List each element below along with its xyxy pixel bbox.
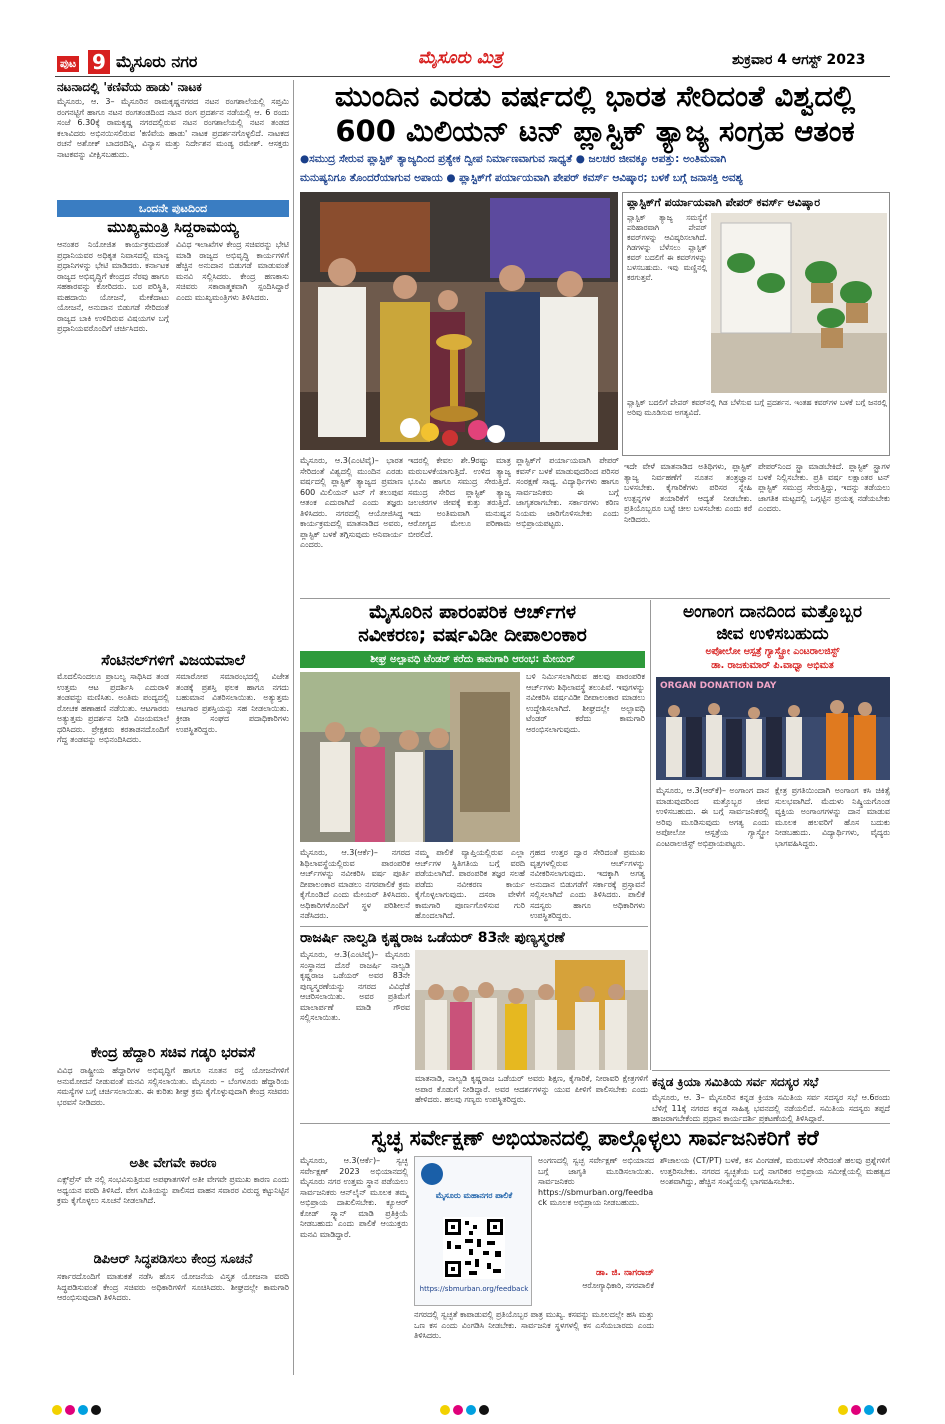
arch-right-col: ಬಳಿ ನಿರ್ಮಿಸಲಾಗಿರುವ ಹಲವು ಪಾರಂಪರಿಕ ಆರ್ಚ್‌ಗಳು ಶಿಥಿಲಾವಸ್ಥೆ ತಲುಪಿವೆ. ಇವುಗಳನ್ನು ನವೀಕರಿಸಿ ವರ್ಷವಿಡೀ ದೀಪಾಲಂಕಾರ ಮಾಡಲು ಉದ್ದೇಶಿಸಲಾಗಿದೆ. ಶೀಘ್ರದಲ್ಲೇ ಅಲ್ಪಾವಧಿ ಟೆಂಡರ್ ಕರೆದು ಕಾಮಗಾರಿ ಆರಂಭಿಸಲಾಗುವುದು. — [526, 672, 648, 734]
registration-marks-left — [52, 1400, 104, 1419]
paper-cover-box — [622, 192, 890, 456]
dpr-headline: ಡಿಪಿಆರ್ ಸಿದ್ಧಪಡಿಸಲು ಕೇಂದ್ರ ಸೂಚನೆ — [93, 1252, 253, 1267]
arch-headline-line2: ನವೀಕರಣ; ವರ್ಷವಿಡೀ ದೀಪಾಲಂಕಾರ — [358, 624, 587, 646]
registration-marks-right — [838, 1400, 890, 1419]
arch-photo-inspection — [300, 672, 520, 842]
sentinel-body-col1: ಮೊದಲಿನಿಂದಲೂ ಪ್ರಾಬಲ್ಯ ಸಾಧಿಸಿದ ತಂಡ ಉತ್ತಮ ಆಟ ಪ್ರದರ್ಶಿಸಿ ಎದುರಾಳಿ ತಂಡವನ್ನು ಮಣಿಸಿತು. ಅಂತಿಮ ಪಂದ್ಯದಲ್ಲಿ ರೋಚಕ ಹಣಾಹಣಿ ನಡೆಯಿತು. ಆಟಗಾರರು ಅತ್ಯುತ್ತಮ ಪ್ರದರ್ಶನ ನೀಡಿ ವಿಜಯಮಾಲೆ ಧರಿಸಿದರು. ಪ್ರೇಕ್ಷಕರು ಕರತಾಡನದೊಂದಿಗೆ ಗೆದ್ದ ತಂಡವನ್ನು ಅಭಿನಂದಿಸಿದರು. — [57, 672, 172, 744]
arch-subhead: ಶೀಘ್ರ ಅಲ್ಪಾವಧಿ ಟೆಂಡರ್ ಕರೆದು ಕಾಮಗಾರಿ ಆರಂಭ: ಮೇಯರ್ — [300, 651, 645, 668]
masthead-logo: ಮೈಸೂರು ಮಿತ್ರ — [418, 48, 503, 68]
sentinel-body-col2: ಸಮಾರೋಪ ಸಮಾರಂಭದಲ್ಲಿ ವಿಜೇತ ತಂಡಕ್ಕೆ ಪ್ರಶಸ್ತಿ ಫಲಕ ಹಾಗೂ ನಗದು ಬಹುಮಾನ ವಿತರಿಸಲಾಯಿತು. ಅತ್ಯುತ್ತಮ ಆಟಗಾರ ಪ್ರಶಸ್ತಿಯನ್ನು ಸಹ ನೀಡಲಾಯಿತು. ಕ್ರೀಡಾ ಸಂಘದ ಪದಾಧಿಕಾರಿಗಳು ಉಪಸ್ಥಿತರಿದ್ದರು. — [176, 672, 292, 734]
kannada-headline: ಕನ್ನಡ ಕ್ರಿಯಾ ಸಮಿತಿಯ ಸರ್ವ ಸದಸ್ಯರ ಸಭೆ — [652, 1075, 819, 1089]
swachh-signature-role: ಆರೋಗ್ಯಾಧಿಕಾರಿ, ನಗರಪಾಲಿಕೆ — [582, 1281, 654, 1290]
arch-headline-line1: ಮೈಸೂರಿನ ಪಾರಂಪರಿಕ ಆರ್ಚ್‌ಗಳ — [368, 601, 577, 623]
lead-bottom-rule — [300, 598, 890, 599]
lead-body-col5: ಪೇಪರ್‌ನಿಂದ ಸ್ಟ್ರಾ ಮಾಡಬೇಕಿದೆ. ಪ್ಲಾಸ್ಟಿಕ್ ಸ್ಟ್ರಾಗಳ ಬಳಕೆ ನಿಲ್ಲಿಸಬೇಕು. ಪ್ರತಿ ವರ್ಷ ಲಕ್ಷಾಂತರ ಟನ್ ಪ್ಲಾಸ್ಟಿಕ್ ಸಮುದ್ರ ಸೇರುತ್ತಿದ್ದು, ಇದನ್ನು ತಡೆಯಲು ಜಾಗತಿಕ ಮಟ್ಟದಲ್ಲಿ ಒಗ್ಗಟ್ಟಿನ ಪ್ರಯತ್ನ ನಡೆಯಬೇಕು ಎಂದರು. — [758, 462, 893, 513]
cm-headline: ಮುಖ್ಯಮಂತ್ರಿ ಸಿದ್ದರಾಮಯ್ಯ — [107, 218, 239, 236]
organ-headline-line2: ಜೀವ ಉಳಿಸಬಹುದು — [716, 624, 829, 644]
lead-subhead-line2: ಮನುಷ್ಯನಿಗೂ ತೊಂದರೆಯಾಗುವ ಅಪಾಯ ● ಪ್ಲಾಸ್ಟಿಕ್‌ಗೆ ಪರ್ಯಾಯವಾಗಿ ಪೇಪರ್ ಕವರ್ಸ್ ಆವಿಷ್ಕಾರ; ಬಳಕೆ ಬಗ್ಗೆ ಜನಾಸಕ್ತಿ ಅವಶ್ಯ — [300, 172, 743, 184]
rajarshi-body-col2: ಮಾತನಾಡಿ, ನಾಲ್ವಡಿ ಕೃಷ್ಣರಾಜ ಒಡೆಯರ್ ಅವರು ಶಿಕ್ಷಣ, ಕೈಗಾರಿಕೆ, ನೀರಾವರಿ ಕ್ಷೇತ್ರಗಳಿಗೆ ಅಪಾರ ಕೊಡುಗೆ ನೀಡಿದ್ದಾರೆ. ಅವರ ಆದರ್ಶಗಳನ್ನು ಯುವ ಪೀಳಿಗೆ ಪಾಲಿಸಬೇಕು ಎಂದು ಹೇಳಿದರು. ಹಲವು ಗಣ್ಯರು ಉಪಸ್ಥಿತರಿದ್ದರು. — [415, 1074, 651, 1104]
rajarshi-body-col1: ಮೈಸೂರು, ಆ.3(ಎಂಟಿವೈ)– ಮೈಸೂರು ಸಂಸ್ಥಾನದ ದೊರೆ ರಾಜರ್ಷಿ ನಾಲ್ವಡಿ ಕೃಷ್ಣರಾಜ ಒಡೆಯರ್ ಅವರ 83ನೇ ಪುಣ್ಯಸ್ಮರಣೆಯನ್ನು ನಗರದ ವಿವಿಧೆಡೆ ಆಚರಿಸಲಾಯಿತು. ಅವರ ಪ್ರತಿಮೆಗೆ ಮಾಲಾರ್ಪಣೆ ಮಾಡಿ ಗೌರವ ಸಲ್ಲಿಸಲಾಯಿತು. — [300, 950, 413, 1022]
page-label: ಪುಟ — [57, 56, 79, 72]
arch-body-col3: ಗ್ರಹದ ಉತ್ತರ ದ್ವಾರ ಸೇರಿದಂತೆ ಪ್ರಮುಖ ವೃತ್ತಗಳಲ್ಲಿರುವ ಆರ್ಚ್‌ಗಳನ್ನು ನವೀಕರಿಸಲಾಗುವುದು. ಇದಕ್ಕಾಗಿ ಅಗತ್ಯ ಅನುದಾನ ಬಿಡುಗಡೆಗೆ ಸರ್ಕಾರಕ್ಕೆ ಪ್ರಸ್ತಾವನೆ ಸಲ್ಲಿಸಲಾಗಿದೆ ಎಂದು ತಿಳಿಸಿದರು. ಪಾಲಿಕೆ ಸದಸ್ಯರು ಹಾಗೂ ಅಧಿಕಾರಿಗಳು ಉಪಸ್ಥಿತರಿದ್ದರು. — [530, 848, 648, 920]
cm-body-col1: ಆನಂತರ ನಿಯೋಜಿತ ಕಾರ್ಯಕ್ರಮದಂತೆ ಪ್ರಧಾನಿಯವರ ಅಧಿಕೃತ ನಿವಾಸದಲ್ಲಿ ಮಾನ್ಯ ಪ್ರಧಾನಿಗಳನ್ನು ಭೇಟಿ ಮಾಡಿದರು. ಕರ್ನಾಟಕ ರಾಜ್ಯದ ಅಭಿವೃದ್ಧಿಗೆ ಕೇಂದ್ರದ ನೆರವು ಹಾಗೂ ಸಹಕಾರವನ್ನು ಕೋರಿದರು. ಬರ ಪರಿಸ್ಥಿತಿ, ಮಹದಾಯಿ ಯೋಜನೆ, ಮೇಕೆದಾಟು ಯೋಜನೆ, ಅನುದಾನ ಬಿಡುಗಡೆ ಸೇರಿದಂತೆ ರಾಜ್ಯದ ಬಾಕಿ ಉಳಿದಿರುವ ವಿಷಯಗಳ ಬಗ್ಗೆ ಪ್ರಧಾನಿಯವರೊಂದಿಗೆ ಚರ್ಚಿಸಿದರು. — [57, 240, 172, 333]
page-number: 9 — [88, 50, 110, 74]
speed-body: ಎಕ್ಸ್‌ಪ್ರೆಸ್ ವೇ ನಲ್ಲಿ ಸಂಭವಿಸುತ್ತಿರುವ ಅಪಘಾತಗಳಿಗೆ ಅತೀ ವೇಗವೇ ಪ್ರಮುಖ ಕಾರಣ ಎಂದು ಅಧ್ಯಯನ ವರದಿ ತಿಳಿಸಿದೆ. ವೇಗ ಮಿತಿಯನ್ನು ಪಾಲಿಸದ ವಾಹನ ಸವಾರರ ವಿರುದ್ಧ ಕಟ್ಟುನಿಟ್ಟಿನ ಕ್ರಮ ಕೈಗೊಳ್ಳಲು ಸೂಚನೆ ನೀಡಲಾಗಿದೆ. — [57, 1175, 292, 1205]
rajarshi-photo-tribute — [415, 950, 648, 1070]
lead-body-col1: ಮೈಸೂರು, ಆ.3(ಎಂಟಿವೈ)– ಭಾರತ ಸೇರಿದಂತೆ ವಿಶ್ವದಲ್ಲಿ ಮುಂದಿನ ಎರಡು ವರ್ಷದಲ್ಲಿ ಪ್ಲಾಸ್ಟಿಕ್ ತ್ಯಾಜ್ಯದ ಪ್ರಮಾಣ 600 ಮಿಲಿಯನ್ ಟನ್ ಗೆ ತಲುಪುವ ಆತಂಕ ಎದುರಾಗಿದೆ ಎಂದು ತಜ್ಞರು ತಿಳಿಸಿದರು. ನಗರದಲ್ಲಿ ಆಯೋಜಿಸಿದ್ದ ಕಾರ್ಯಕ್ರಮದಲ್ಲಿ ಮಾತನಾಡಿದ ಅವರು, ಪ್ಲಾಸ್ಟಿಕ್ ಬಳಕೆ ತಗ್ಗಿಸುವುದು ಅನಿವಾರ್ಯ ಎಂದರು. — [300, 456, 406, 549]
sentinel-headline: ಸೆಂಟಿನಲ್‌ಗಳಿಗೆ ವಿಜಯಮಾಲೆ — [101, 651, 245, 669]
organ-bottom-rule — [652, 1070, 890, 1071]
speed-headline: ಅತೀ ವೇಗವೇ ಕಾರಣ — [129, 1156, 217, 1171]
swachh-poster — [414, 1156, 532, 1306]
poster-title: ಮೈಸೂರು ಮಹಾನಗರ ಪಾಲಿಕೆ — [435, 1191, 513, 1200]
tribute-illustration — [415, 950, 648, 1070]
paper-cover-caption: ಪ್ಲಾಸ್ಟಿಕ್ ಬದಲಿಗೆ ಪೇಪರ್ ಕವರ್‌ನಲ್ಲಿ ಗಿಡ ಬೆಳೆಸುವ ಬಗ್ಗೆ ಪ್ರದರ್ಶನ. ಇಂತಹ ಕವರ್‌ಗಳ ಬಳಕೆ ಬಗ್ಗೆ ಜನರಲ್ಲಿ ಅರಿವು ಮೂಡಿಸುವ ಅಗತ್ಯವಿದೆ. — [627, 398, 890, 417]
lead-body-col4: ಇದೇ ವೇಳೆ ಮಾತನಾಡಿದ ಅತಿಥಿಗಳು, ಪ್ಲಾಸ್ಟಿಕ್ ತ್ಯಾಜ್ಯ ನಿರ್ವಹಣೆಗೆ ನೂತನ ತಂತ್ರಜ್ಞಾನ ಬಳಸಬೇಕು. ಕೈಗಾರಿಕೆಗಳು ಪರಿಸರ ಸ್ನೇಹಿ ಉತ್ಪನ್ನಗಳ ತಯಾರಿಕೆಗೆ ಆದ್ಯತೆ ನೀಡಬೇಕು. ಪ್ರತಿಯೊಬ್ಬರೂ ಬಟ್ಟೆ ಚೀಲ ಬಳಸಬೇಕು ಎಂದು ಕರೆ ನೀಡಿದರು. — [624, 462, 755, 524]
left-column-divider — [293, 80, 294, 1375]
inspection-illustration — [300, 672, 520, 842]
page-header — [0, 48, 945, 78]
swachh-body-col2: ನಗರದಲ್ಲಿ ಸ್ವಚ್ಛತೆ ಕಾಪಾಡುವಲ್ಲಿ ಪ್ರತಿಯೊಬ್ಬರ ಪಾತ್ರ ಮುಖ್ಯ. ಕಸವನ್ನು ಮೂಲದಲ್ಲೇ ಹಸಿ ಮತ್ತು ಒಣ ಕಸ ಎಂದು ವಿಂಗಡಿಸಿ ನೀಡಬೇಕು. ಸಾರ್ವಜನಿಕ ಸ್ಥಳಗಳಲ್ಲಿ ಕಸ ಎಸೆಯಬಾರದು ಎಂದು ತಿಳಿಸಿದರು. — [414, 1310, 657, 1340]
section-title: ಮೈಸೂರು ನಗರ — [116, 52, 198, 71]
organ-banner-text: ORGAN DONATION DAY — [660, 681, 777, 691]
swachh-headline: ಸ್ವಚ್ಛ ಸರ್ವೇಕ್ಷಣ್ ಅಭಿಯಾನದಲ್ಲಿ ಪಾಲ್ಗೊಳ್ಳಲು ಸಾರ್ವಜನಿಕರಿಗೆ ಕರೆ — [371, 1126, 819, 1150]
lead-headline-line2: 600 ಮಿಲಿಯನ್ ಟನ್ ಪ್ಲಾಸ್ಟಿಕ್ ತ್ಯಾಜ್ಯ ಸಂಗ್ರಹ ಆತಂಕ — [335, 114, 855, 148]
swachh-top-rule — [300, 1123, 890, 1124]
poster-url[interactable]: https://sbmurban.org/feedback — [419, 1285, 529, 1293]
organ-headline-line1: ಅಂಗಾಂಗ ದಾನದಿಂದ ಮತ್ತೊಬ್ಬರ — [682, 602, 862, 622]
swachh-mid-text: ಅಂಗಣದಲ್ಲಿ ಸ್ವಚ್ಛ ಸರ್ವೇಕ್ಷಣ್ ಅಭಿಯಾನದ ಬಗ್ಗೆ ಜಾಗೃತಿ ಮೂಡಿಸಲಾಯಿತು. ಸಾರ್ವಜನಿಕರು https://sbmurban.org/feedback ಮೂಲಕ ಅಭಿಪ್ರಾಯ ನೀಡಬಹುದು. — [538, 1156, 657, 1207]
drama-headline: ನಟನಾದಲ್ಲಿ 'ಕಣಿವೆಯ ಹಾಡು' ನಾಟಕ — [57, 80, 202, 94]
gadkari-headline: ಕೇಂದ್ರ ಹೆದ್ದಾರಿ ಸಚಿವ ಗಡ್ಕರಿ ಭರವಸೆ — [90, 1045, 256, 1061]
arch-body-col1: ಮೈಸೂರು, ಆ.3(ಆರ್ಕೆ)– ನಗರದ ಶಿಥಿಲಾವಸ್ಥೆಯಲ್ಲಿರುವ ಪಾರಂಪರಿಕ ಆರ್ಚ್‌ಗಳನ್ನು ನವೀಕರಿಸಿ ವರ್ಷ ಪೂರ್ತಿ ದೀಪಾಲಂಕಾರ ಮಾಡಲು ನಗರಪಾಲಿಕೆ ಕ್ರಮ ಕೈಗೊಂಡಿದೆ ಎಂದು ಮೇಯರ್ ತಿಳಿಸಿದರು. ಅಧಿಕಾರಿಗಳೊಂದಿಗೆ ಸ್ಥಳ ಪರಿಶೀಲನೆ ನಡೆಸಿದರು. — [300, 848, 413, 920]
organ-subhead-line1: ಅಪೋಲೋ ಆಸ್ಪತ್ರೆ ಗ್ಯಾಸ್ಟ್ರೋ ಎಂಟರಾಲಜಿಸ್ಟ್ — [705, 646, 840, 657]
dpr-body: ಸರ್ಕಾರದೊಂದಿಗೆ ಮಾತುಕತೆ ನಡೆಸಿ ಹೊಸ ಯೋಜನೆಯ ವಿಸ್ತೃತ ಯೋಜನಾ ವರದಿ ಸಿದ್ಧಪಡಿಸುವಂತೆ ಕೇಂದ್ರ ಸಚಿವರು ಅಧಿಕಾರಿಗಳಿಗೆ ಸೂಚಿಸಿದರು. ಶೀಘ್ರದಲ್ಲೇ ಕಾಮಗಾರಿ ಆರಂಭಿಸುವುದಾಗಿ ತಿಳಿಸಿದರು. — [57, 1272, 292, 1302]
lead-headline-line1: ಮುಂದಿನ ಎರಡು ವರ್ಷದಲ್ಲಿ ಭಾರತ ಸೇರಿದಂತೆ ವಿಶ್ವದಲ್ಲಿ — [334, 79, 856, 113]
plant-pots-illustration — [711, 213, 887, 393]
paper-cover-photo — [711, 213, 887, 393]
lead-body-col2: ಇದರಲ್ಲಿ ಕೇವಲ ಶೇ.9ರಷ್ಟು ಮಾತ್ರ ಮರುಬಳಕೆಯಾಗುತ್ತಿದೆ. ಉಳಿದ ತ್ಯಾಜ್ಯ ಭೂಮಿ ಹಾಗೂ ಸಮುದ್ರ ಸೇರುತ್ತಿದೆ. ಸಮುದ್ರ ಸೇರಿದ ಪ್ಲಾಸ್ಟಿಕ್ ತ್ಯಾಜ್ಯ ಜಲಚರಗಳ ಜೀವಕ್ಕೆ ಕುತ್ತು ತರುತ್ತಿದೆ. ಇದು ಅಂತಿಮವಾಗಿ ಮನುಷ್ಯನ ಆರೋಗ್ಯದ ಮೇಲೂ ಪರಿಣಾಮ ಬೀರಲಿದೆ. — [408, 456, 514, 539]
swachh-right-text: ಶೌಚಾಲಯ (CT/PT) ಬಳಕೆ, ಕಸ ವಿಂಗಡಣೆ, ಮರುಬಳಕೆ ಸೇರಿದಂತೆ ಹಲವು ಪ್ರಶ್ನೆಗಳಿಗೆ ಉತ್ತರಿಸಬೇಕು. ನಗರದ ಸ್ವಚ್ಛತೆಯ ಬಗ್ಗೆ ನಾಗರಿಕರ ಅಭಿಪ್ರಾಯ ಸಮೀಕ್ಷೆಯಲ್ಲಿ ಮಹತ್ವದ ಅಂಶವಾಗಿದ್ದು, ಹೆಚ್ಚಿನ ಸಂಖ್ಯೆಯಲ್ಲಿ ಭಾಗವಹಿಸಬೇಕು. — [660, 1156, 893, 1186]
registration-marks-center — [440, 1400, 492, 1419]
rajarshi-headline: ರಾಜರ್ಷಿ ನಾಲ್ವಡಿ ಕೃಷ್ಣರಾಜ ಒಡೆಯರ್ 83ನೇ ಪುಣ್ಯಸ್ಮರಣೆ — [300, 930, 565, 946]
paper-cover-box-text: ಪ್ಲಾಸ್ಟಿಕ್ ತ್ಯಾಜ್ಯ ಸಮಸ್ಯೆಗೆ ಪರಿಹಾರವಾಗಿ ಪೇಪರ್ ಕವರ್‌ಗಳನ್ನು ಆವಿಷ್ಕರಿಸಲಾಗಿದೆ. ಗಿಡಗಳನ್ನು ಬೆಳೆಸಲು ಪ್ಲಾಸ್ಟಿಕ್ ಕವರ್ ಬದಲಿಗೆ ಈ ಕವರ್‌ಗಳನ್ನು ಬಳಸಬಹುದು. ಇವು ಮಣ್ಣಿನಲ್ಲಿ ಕರಗುತ್ತವೆ. — [627, 213, 710, 282]
lead-photo-lamp-lighting — [300, 192, 618, 450]
organ-body-col1: ಮೈಸೂರು, ಆ.3(ಆರ್‌ಕೆ)– ಅಂಗಾಂಗ ದಾನ ಮಾಡುವುದರಿಂದ ಮತ್ತೊಬ್ಬರ ಜೀವ ಉಳಿಸಬಹುದು. ಈ ಬಗ್ಗೆ ಸಾರ್ವಜನಿಕರಲ್ಲಿ ಅರಿವು ಮೂಡಿಸುವುದು ಅಗತ್ಯ ಎಂದು ಅಪೋಲೋ ಆಸ್ಪತ್ರೆಯ ಗ್ಯಾಸ್ಟ್ರೋ ಎಂಟರಾಲಜಿಸ್ಟ್ ಅಭಿಪ್ರಾಯಪಟ್ಟರು. — [656, 786, 772, 848]
qr-code-icon[interactable] — [443, 1217, 505, 1279]
kannada-body: ಮೈಸೂರು, ಆ. 3– ಮೈಸೂರಿನ ಕನ್ನಡ ಕ್ರಿಯಾ ಸಮಿತಿಯ ಸರ್ವ ಸದಸ್ಯರ ಸಭೆ ಆ.6ರಂದು ಬೆಳಿಗ್ಗೆ 11ಕ್ಕೆ ನಗರದ ಕನ್ನಡ ಸಾಹಿತ್ಯ ಭವನದಲ್ಲಿ ನಡೆಯಲಿದೆ. ಸಮಿತಿಯ ಸದಸ್ಯರು ತಪ್ಪದೆ ಹಾಜರಾಗಬೇಕೆಂದು ಪ್ರಧಾನ ಕಾರ್ಯದರ್ಶಿ ಪ್ರಕಟಣೆಯಲ್ಲಿ ತಿಳಿಸಿದ್ದಾರೆ. — [652, 1093, 893, 1123]
arch-organ-divider — [650, 600, 651, 1070]
ceremony-illustration — [300, 192, 618, 450]
organ-subhead-line2: ಡಾ. ರಾಜಕುಮಾರ್ ಪಿ.ವಾಧ್ವಾ ಅಭಿಮತ — [711, 660, 834, 671]
lead-body-col3: ಪ್ಲಾಸ್ಟಿಕ್‌ಗೆ ಪರ್ಯಾಯವಾಗಿ ಪೇಪರ್ ಕವರ್ಸ್ ಬಳಕೆ ಮಾಡುವುದರಿಂದ ಪರಿಸರ ಸಂರಕ್ಷಣೆ ಸಾಧ್ಯ. ವಿದ್ಯಾರ್ಥಿಗಳು ಹಾಗೂ ಸಾರ್ವಜನಿಕರು ಈ ಬಗ್ಗೆ ಜಾಗೃತರಾಗಬೇಕು. ಸರ್ಕಾರಗಳು ಕಠಿಣ ನಿಯಮ ಜಾರಿಗೊಳಿಸಬೇಕು ಎಂದು ಅಭಿಪ್ರಾಯಪಟ್ಟರು. — [516, 456, 622, 528]
organ-body-col2: ಕ್ಷೇತ್ರ ಪ್ರಗತಿಯಿಂದಾಗಿ ಅಂಗಾಂಗ ಕಸಿ ಚಿಕಿತ್ಸೆ ಸುಲಭವಾಗಿದೆ. ಮೆದುಳು ನಿಷ್ಕ್ರಿಯಗೊಂಡ ವ್ಯಕ್ತಿಯ ಅಂಗಾಂಗಗಳನ್ನು ದಾನ ಮಾಡುವ ಮೂಲಕ ಹಲವರಿಗೆ ಹೊಸ ಬದುಕು ನೀಡಬಹುದು. ವಿದ್ಯಾರ್ಥಿಗಳು, ವೈದ್ಯರು ಭಾಗವಹಿಸಿದ್ದರು. — [775, 786, 893, 848]
gadkari-body: ವಿವಿಧ ರಾಷ್ಟ್ರೀಯ ಹೆದ್ದಾರಿಗಳ ಅಭಿವೃದ್ಧಿಗೆ ಹಾಗೂ ನೂತನ ರಸ್ತೆ ಯೋಜನೆಗಳಿಗೆ ಅನುಮೋದನೆ ನೀಡುವಂತೆ ಮನವಿ ಸಲ್ಲಿಸಲಾಯಿತು. ಮೈಸೂರು – ಬೆಂಗಳೂರು ಹೆದ್ದಾರಿಯ ಸಮಸ್ಯೆಗಳ ಬಗ್ಗೆ ಚರ್ಚಿಸಲಾಯಿತು. ಈ ಕುರಿತು ಶೀಘ್ರ ಕ್ರಮ ಕೈಗೊಳ್ಳುವುದಾಗಿ ಕೇಂದ್ರ ಸಚಿವರು ಭರವಸೆ ನೀಡಿದರು. — [57, 1066, 292, 1107]
drama-body: ಮೈಸೂರು, ಆ. 3– ಮೈಸೂರಿನ ರಾಮಕೃಷ್ಣನಗರದ ನಟನ ರಂಗಶಾಲೆಯಲ್ಲಿ ಸಪ್ತಮಿ ರಂಗನಟ್ಟಿಗೆ ಹಾಗೂ ನಟನ ರಂಗತಂಡದಿಂದ ನಟನ ರಂಗ ಪ್ರದರ್ಶನ ನಡೆಯಲ್ಲಿ ಆ. 6 ರಂದು ಸಂಜೆ 6.30ಕ್ಕೆ ರಾಮಕೃಷ್ಣ ನಗರದಲ್ಲಿರುವ ನಟನ ರಂಗಶಾಲೆಯಲ್ಲಿ ನಟನ ತಂಡದ ಕಲಾವಿದರು ಅಭಿನಯಿಸಲಿರುವ 'ಕಣಿವೆಯ ಹಾಡು' ನಾಟಕ ಪ್ರದರ್ಶನಗೊಳ್ಳಲಿದೆ. ನಾಟಕದ ರಚನೆ ಅಶೋಕ್ ಬಾದರದಿನ್ನಿ, ವಿನ್ಯಾಸ ಮತ್ತು ನಿರ್ದೇಶನ ಮಂಡ್ಯ ರಮೇಶ್. ಆಸಕ್ತರು ನಾಟಕವನ್ನು ವೀಕ್ಷಿಸಬಹುದು. — [57, 97, 292, 159]
arch-bottom-rule — [300, 926, 648, 927]
cm-body-col2: ವಿವಿಧ ಇಲಾಖೆಗಳ ಕೇಂದ್ರ ಸಚಿವರನ್ನು ಭೇಟಿ ಮಾಡಿ ರಾಜ್ಯದ ಅಭಿವೃದ್ಧಿ ಕಾರ್ಯಗಳಿಗೆ ಹೆಚ್ಚಿನ ಅನುದಾನ ಬಿಡುಗಡೆ ಮಾಡುವಂತೆ ಮನವಿ ಸಲ್ಲಿಸಿದರು. ಕೇಂದ್ರ ಹಣಕಾಸು ಸಚಿವರು ಸಕಾರಾತ್ಮಕವಾಗಿ ಸ್ಪಂದಿಸಿದ್ದಾರೆ ಎಂದು ಮುಖ್ಯಮಂತ್ರಿಗಳು ತಿಳಿಸಿದರು. — [176, 240, 292, 302]
lead-subhead-line1: ●ಸಮುದ್ರ ಸೇರುವ ಪ್ಲಾಸ್ಟಿಕ್ ತ್ಯಾಜ್ಯದಿಂದ ಪ್ರತ್ಯೇಕ ದ್ವೀಪ ನಿರ್ಮಾಣವಾಗುವ ಸಾಧ್ಯತೆ ● ಜಲಚರ ಜೀವಕ್ಕೂ ಆಪತ್ತು: ಅಂತಿಮವಾಗಿ — [300, 153, 727, 165]
organ-photo-event — [656, 677, 890, 780]
qr-code-graphic — [443, 1217, 505, 1279]
organ-event-illustration — [656, 677, 890, 780]
swachh-body-col1: ಮೈಸೂರು, ಆ.3(ಆರ್ಕೆ)– ಸ್ವಚ್ಛ ಸರ್ವೇಕ್ಷಣ್ 2023 ಅಭಿಯಾನದಲ್ಲಿ ಮೈಸೂರು ನಗರ ಉತ್ತಮ ಸ್ಥಾನ ಪಡೆಯಲು ಸಾರ್ವಜನಿಕರು ಆನ್‌ಲೈನ್ ಮೂಲಕ ತಮ್ಮ ಅಭಿಪ್ರಾಯ ದಾಖಲಿಸಬೇಕು. ಕ್ಯೂಆರ್ ಕೋಡ್ ಸ್ಕ್ಯಾನ್ ಮಾಡಿ ಪ್ರತಿಕ್ರಿಯೆ ನೀಡಬಹುದು ಎಂದು ಪಾಲಿಕೆ ಆಯುಕ್ತರು ಮನವಿ ಮಾಡಿದ್ದಾರೆ. — [300, 1156, 411, 1239]
continued-strip: ಒಂದನೇ ಪುಟದಿಂದ — [57, 200, 289, 217]
header-rule — [55, 76, 890, 77]
swachh-signature: ಡಾ. ಜಿ. ನಾಗರಾಜ್ — [595, 1268, 654, 1278]
paper-cover-box-title: ಪ್ಲಾಸ್ಟಿಕ್‌ಗೆ ಪರ್ಯಾಯವಾಗಿ ಪೇಪರ್ ಕವರ್ಸ್ ಆವಿಷ್ಕಾರ — [627, 196, 821, 209]
issue-date: ಶುಕ್ರವಾರ 4 ಆಗಸ್ಟ್ 2023 — [732, 52, 866, 68]
arch-body-col2: ನಮ್ಮ ಪಾಲಿಕೆ ವ್ಯಾಪ್ತಿಯಲ್ಲಿರುವ ಎಲ್ಲಾ ಆರ್ಚ್‌ಗಳ ಸ್ಥಿತಿಗತಿಯ ಬಗ್ಗೆ ವರದಿ ಪಡೆಯಲಾಗಿದೆ. ಪಾರಂಪರಿಕ ತಜ್ಞರ ಸಲಹೆ ಪಡೆದು ನವೀಕರಣ ಕಾರ್ಯ ಕೈಗೊಳ್ಳಲಾಗುವುದು. ದಸರಾ ವೇಳೆಗೆ ಕಾಮಗಾರಿ ಪೂರ್ಣಗೊಳಿಸುವ ಗುರಿ ಹೊಂದಲಾಗಿದೆ. — [415, 848, 528, 920]
poster-logo — [421, 1163, 443, 1185]
